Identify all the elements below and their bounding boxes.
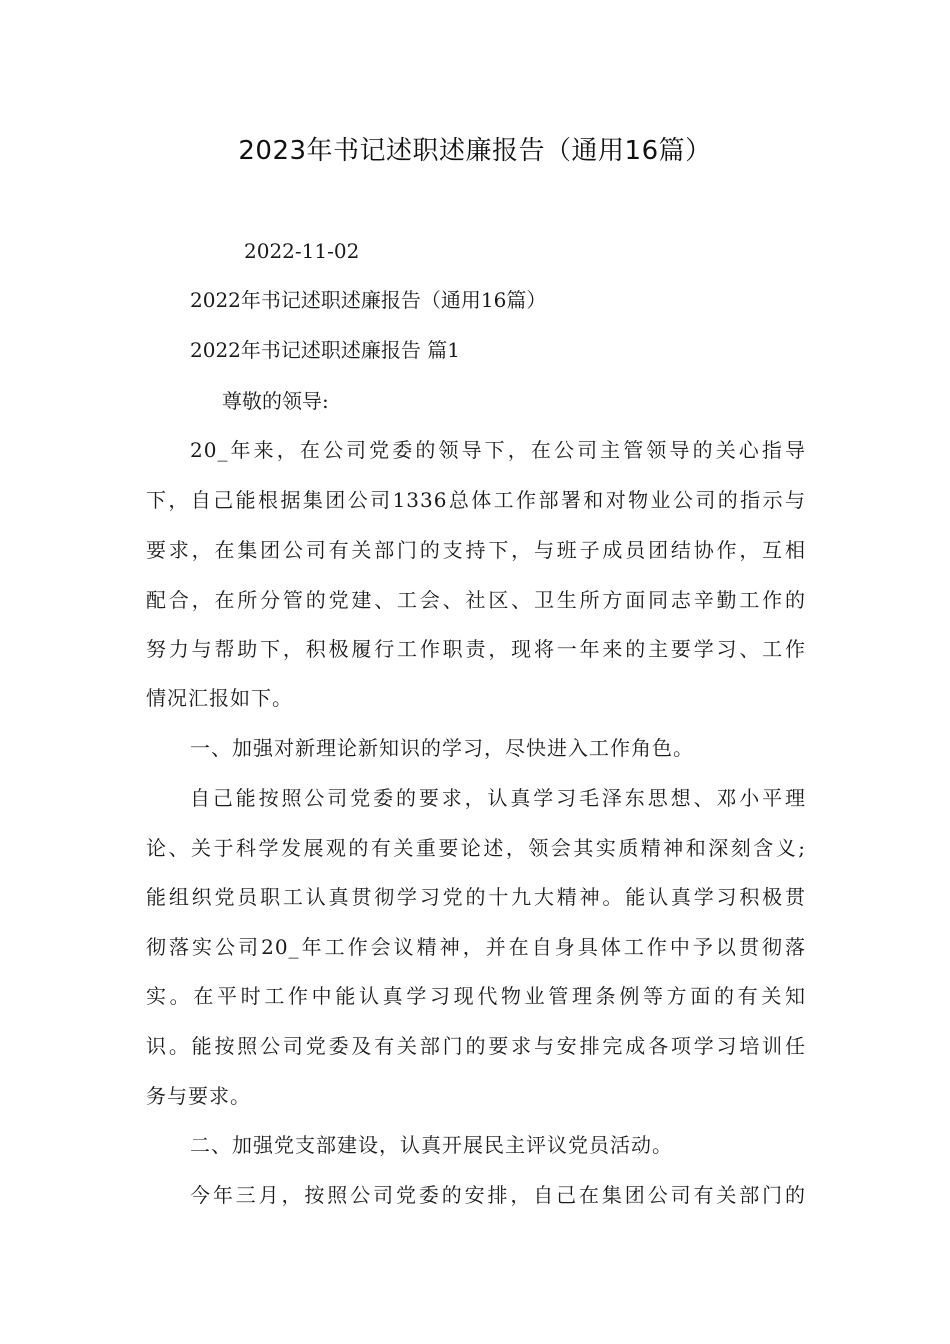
section-heading: 一、加强对新理论新知识的学习，尽快进入工作角色。	[190, 736, 694, 760]
chapter-heading: 2022年书记述职述廉报告 篇1	[190, 338, 460, 362]
paragraph-line: 自己能按照公司党委的要求，认真学习毛泽东思想、邓小平理	[190, 786, 806, 810]
document-subtitle: 2022年书记述职述廉报告（通用16篇）	[190, 288, 547, 312]
document-date: 2022-11-02	[244, 239, 360, 263]
paragraph-line: 配合，在所分管的党建、工会、社区、卫生所方面同志辛勤工作的	[146, 588, 806, 612]
paragraph-line: 情况汇报如下。	[146, 686, 293, 710]
paragraph-line: 今年三月，按照公司党委的安排，自己在集团公司有关部门的	[190, 1183, 806, 1207]
paragraph-line: 20_年来，在公司党委的领导下，在公司主管领导的关心指导	[190, 438, 806, 462]
paragraph-line: 彻落实公司20_年工作会议精神，并在自身具体工作中予以贯彻落	[146, 935, 806, 959]
salutation: 尊敬的领导:	[222, 389, 329, 413]
paragraph-line: 能组织党员职工认真贯彻学习党的十九大精神。能认真学习积极贯	[146, 885, 806, 909]
section-heading: 二、加强党支部建设，认真开展民主评议党员活动。	[190, 1133, 673, 1157]
paragraph-line: 努力与帮助下，积极履行工作职责，现将一年来的主要学习、工作	[146, 637, 806, 661]
document-title: 2023年书记述职述廉报告（通用16篇）	[238, 136, 712, 166]
paragraph-line: 实。在平时工作中能认真学习现代物业管理条例等方面的有关知	[146, 984, 806, 1008]
paragraph-line: 论、关于科学发展观的有关重要论述，领会其实质精神和深刻含义;	[146, 836, 806, 860]
paragraph-line: 要求，在集团公司有关部门的支持下，与班子成员团结协作，互相	[146, 538, 806, 562]
paragraph-line: 下，自己能根据集团公司1336总体工作部署和对物业公司的指示与	[146, 488, 806, 512]
paragraph-line: 识。能按照公司党委及有关部门的要求与安排完成各项学习培训任	[146, 1034, 806, 1058]
paragraph-line: 务与要求。	[146, 1084, 251, 1108]
